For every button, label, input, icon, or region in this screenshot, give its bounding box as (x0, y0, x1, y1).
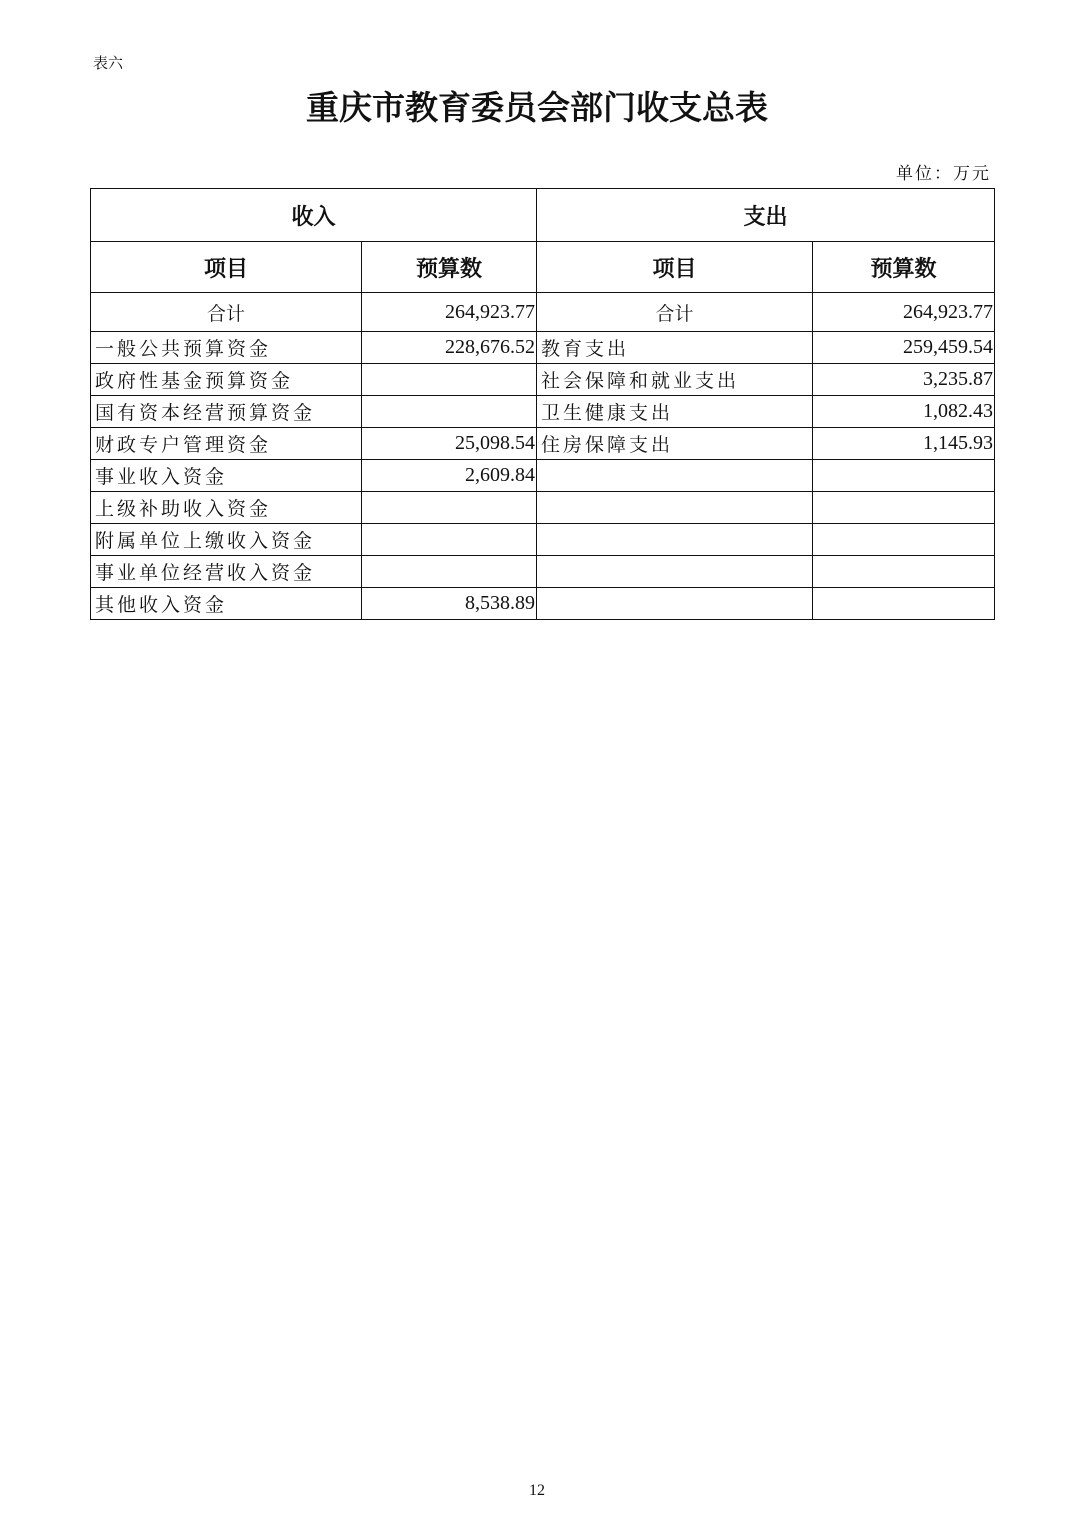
income-item: 附属单位上缴收入资金 (91, 524, 362, 556)
expense-item (537, 460, 813, 492)
expense-item (537, 588, 813, 620)
expense-item (537, 492, 813, 524)
budget-table (90, 188, 995, 620)
income-item: 财政专户管理资金 (91, 428, 362, 460)
income-value: 8,538.89 (362, 588, 537, 620)
income-value: 228,676.52 (362, 332, 537, 364)
table-row (91, 364, 995, 396)
page-number: 12 (529, 1482, 545, 1499)
table-row (91, 428, 995, 460)
table-row (91, 492, 995, 524)
expense-header: 支出 (537, 189, 995, 242)
expense-value (813, 524, 995, 556)
income-item: 上级补助收入资金 (91, 492, 362, 524)
expense-item: 住房保障支出 (537, 428, 813, 460)
income-value: 2,609.84 (362, 460, 537, 492)
income-budget-column-header: 预算数 (362, 242, 537, 293)
income-item-column-header: 项目 (91, 242, 362, 293)
expense-value (813, 556, 995, 588)
expense-value (813, 588, 995, 620)
expense-item (537, 556, 813, 588)
table-row (91, 396, 995, 428)
income-value (362, 364, 537, 396)
expense-value: 1,145.93 (813, 428, 995, 460)
income-value (362, 492, 537, 524)
table-row (91, 460, 995, 492)
expense-value (813, 492, 995, 524)
income-item: 政府性基金预算资金 (91, 364, 362, 396)
income-item: 一般公共预算资金 (91, 332, 362, 364)
expense-value: 259,459.54 (813, 332, 995, 364)
expense-value: 1,082.43 (813, 396, 995, 428)
table-number: 表六 (93, 54, 124, 72)
income-value: 25,098.54 (362, 428, 537, 460)
expense-value (813, 460, 995, 492)
expense-value: 3,235.87 (813, 364, 995, 396)
income-item: 事业收入资金 (91, 460, 362, 492)
unit-label: 单位：万元 (896, 164, 991, 184)
expense-item: 教育支出 (537, 332, 813, 364)
income-total-value: 264,923.77 (362, 293, 537, 332)
income-value (362, 524, 537, 556)
expense-total-value: 264,923.77 (813, 293, 995, 332)
expense-item (537, 524, 813, 556)
income-item: 国有资本经营预算资金 (91, 396, 362, 428)
page-title: 重庆市教育委员会部门收支总表 (306, 88, 768, 127)
expense-item: 社会保障和就业支出 (537, 364, 813, 396)
expense-budget-column-header: 预算数 (813, 242, 995, 293)
table-row (91, 524, 995, 556)
table-row (91, 332, 995, 364)
expense-total-label: 合计 (537, 293, 813, 332)
expense-item: 卫生健康支出 (537, 396, 813, 428)
income-header: 收入 (91, 189, 537, 242)
expense-item-column-header: 项目 (537, 242, 813, 293)
income-item: 事业单位经营收入资金 (91, 556, 362, 588)
income-total-label: 合计 (91, 293, 362, 332)
table-row (91, 556, 995, 588)
table-row (91, 588, 995, 620)
income-value (362, 556, 537, 588)
income-item: 其他收入资金 (91, 588, 362, 620)
income-value (362, 396, 537, 428)
